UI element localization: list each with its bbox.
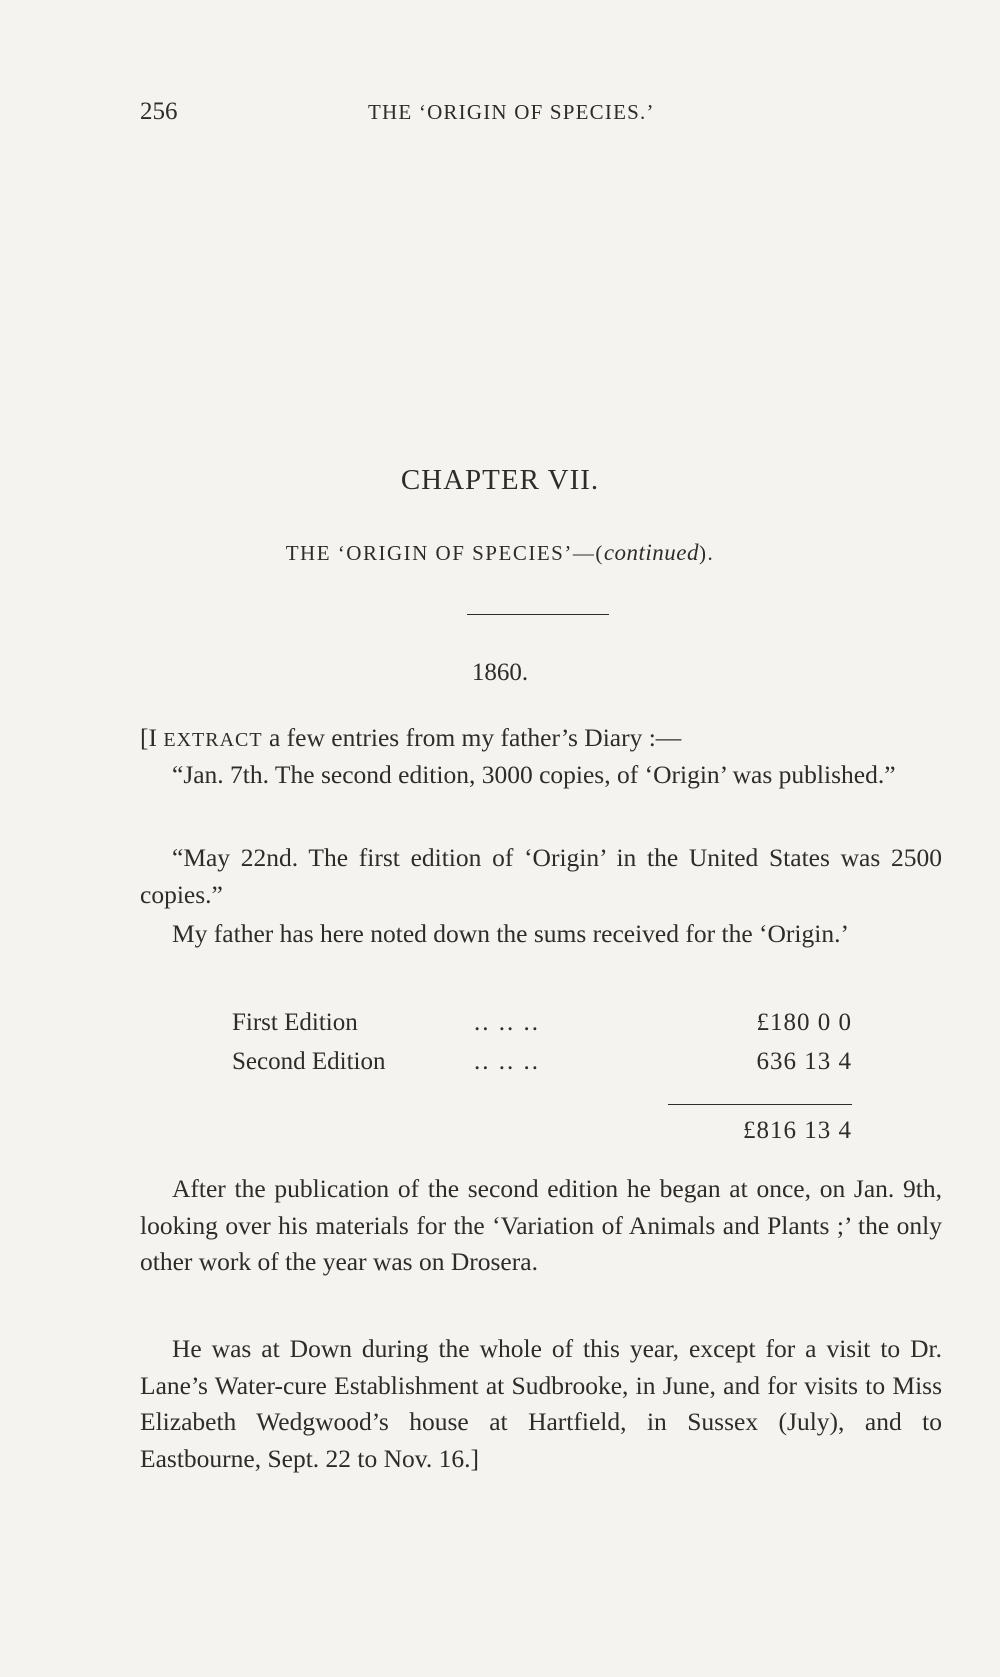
total-rule (668, 1104, 852, 1105)
chapter-subtitle (0, 540, 1000, 566)
paragraph-second-edition: After the publication of the second edition he began at once, on Jan. 9th, looking over his materials for the ‘Variation of Animals and Plants ;’ the only other work of the year was on Drosera. (140, 1174, 942, 1276)
row-amount: 636 13 4 (756, 1048, 852, 1075)
total-amount: £816 13 4 (743, 1117, 852, 1144)
table-row (232, 1048, 852, 1087)
paragraph-sums-intro: My father has here noted down the sums received for the ‘Origin.’ (172, 919, 849, 948)
sums-table (232, 1009, 852, 1087)
paragraph-whereabouts: He was at Down during the whole of this year, except for a visit to Dr. Lane’s Water-cure Establishment at Sudbrooke, in June, and for visits to Miss Elizabeth Wedgwood’s house at Hartfield, in Sussex (July), and to Eastbourne, Sept. 22 to Nov. 16.] (140, 1334, 942, 1473)
row-label: Second Edition (232, 1048, 386, 1075)
paragraph-diary-intro (140, 720, 942, 759)
paragraph-diary-jan: “Jan. 7th. The second edition, 3000 copies, of ‘Origin’ was published.” (172, 760, 896, 789)
row-label: First Edition (232, 1009, 358, 1036)
table-row (232, 1009, 852, 1048)
year-heading: 1860. (471, 659, 529, 686)
running-title: THE ‘ORIGIN OF SPECIES.’ (368, 100, 655, 124)
chapter-subtitle-italic: continued (603, 540, 700, 565)
section-divider (467, 614, 609, 615)
row-leader-dots: .. .. .. (474, 1009, 540, 1036)
row-leader-dots: .. .. .. (474, 1048, 540, 1075)
page-number: 256 (140, 98, 178, 125)
paragraph-diary-intro-start: [I (140, 723, 164, 752)
paragraph-diary-intro-smallcaps: EXTRACT (163, 729, 263, 751)
chapter-subtitle-end: ). (699, 541, 715, 565)
paragraph-diary-may: “May 22nd. The first edition of ‘Origin’ in the United States was 2500 copies.” (140, 843, 942, 909)
paragraph-diary-intro-rest: a few entries from my father’s Diary :— (262, 723, 682, 752)
chapter-subtitle-caps: THE ‘ORIGIN OF SPECIES’—( (285, 541, 604, 565)
chapter-heading: CHAPTER VII. (400, 464, 600, 496)
row-amount: £180 0 0 (756, 1009, 852, 1036)
